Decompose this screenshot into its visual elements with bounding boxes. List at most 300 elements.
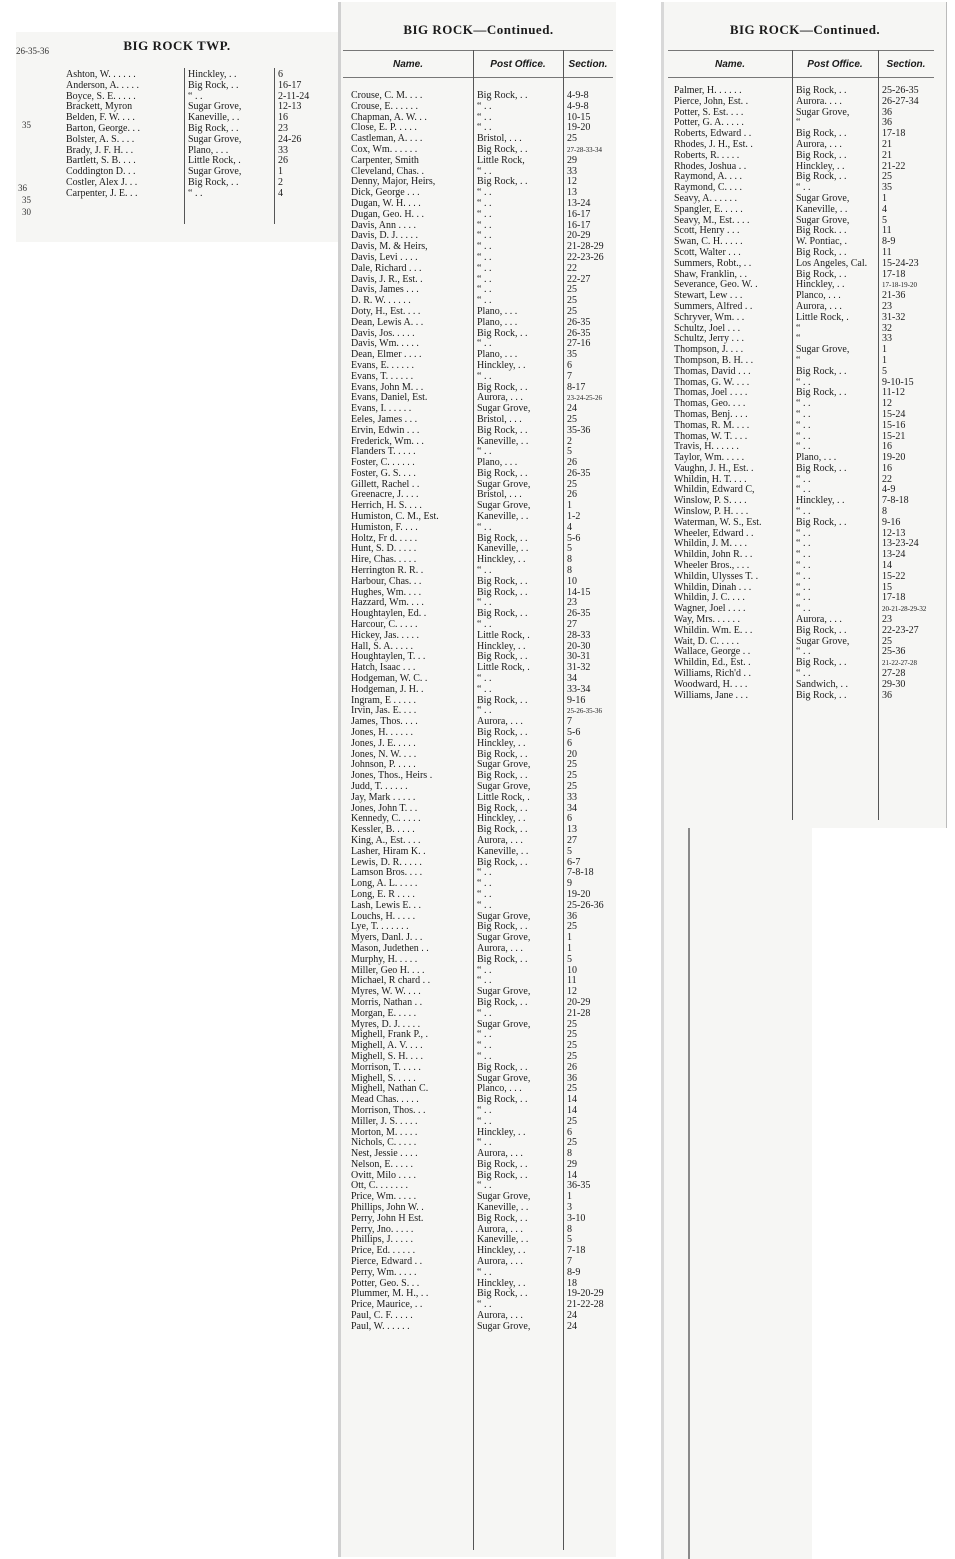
- table-row: [341, 1009, 616, 1020]
- table-row: [341, 1279, 616, 1290]
- entry-post-office: Big Rock, . .: [477, 1213, 528, 1224]
- entry-post-office: “ . .: [796, 474, 811, 485]
- entry-name: Scott, Walter . . .: [674, 247, 741, 258]
- entry-post-office: “ . .: [796, 582, 811, 593]
- table-row: [341, 1203, 616, 1214]
- entry-section: 11: [882, 226, 892, 237]
- entry-post-office: “ . .: [188, 188, 203, 199]
- entry-name: Davis, James . . .: [351, 285, 419, 296]
- table-row: [341, 210, 616, 221]
- table-row: [341, 1106, 616, 1117]
- table-row: [341, 490, 616, 501]
- entry-section: 13: [567, 825, 577, 836]
- panel-big-rock-continued-1: [338, 2, 616, 1557]
- entry-name: Morrison, Thos. . .: [351, 1105, 426, 1116]
- entry-post-office: “ . .: [477, 112, 492, 123]
- table-row: [341, 1300, 616, 1311]
- entry-name: Whildin, Edward C,: [674, 485, 755, 496]
- table-row: [664, 539, 942, 550]
- entry-section: 1: [882, 345, 887, 356]
- entry-post-office: Big Rock, . .: [477, 425, 528, 436]
- table-row: [341, 188, 616, 199]
- entry-section: 4: [278, 188, 283, 199]
- entry-post-office: “ . .: [477, 252, 492, 263]
- table-row: [341, 685, 616, 696]
- entry-name: Evans, I. . . . . .: [351, 404, 412, 415]
- entry-post-office: “ . .: [477, 198, 492, 209]
- entry-section: 12-13: [278, 102, 302, 113]
- entry-section: 19-20-29: [567, 1289, 604, 1300]
- entry-section: 7: [567, 717, 572, 728]
- table-row: [341, 350, 616, 361]
- entry-post-office: “ . .: [477, 1181, 492, 1192]
- entry-name: Louchs, H. . . . .: [351, 911, 416, 922]
- entry-post-office: Big Rock, . .: [477, 328, 528, 339]
- entry-name: Scott, Henry . . .: [674, 226, 740, 237]
- entry-post-office: Planco, . . .: [796, 291, 841, 302]
- table-row: [341, 123, 616, 134]
- directory-list: [56, 70, 334, 200]
- table-row: [664, 378, 942, 389]
- table-row: [341, 1257, 616, 1268]
- table-row: [664, 162, 942, 173]
- table-row: [341, 890, 616, 901]
- entry-post-office: “ . .: [796, 604, 811, 615]
- table-row: [664, 410, 942, 421]
- table-row: [341, 1181, 616, 1192]
- entry-section: 8-17: [567, 382, 586, 393]
- entry-name: Lye, T. . . . . . .: [351, 922, 409, 933]
- entry-name: Wagner, Joel . . . .: [674, 604, 746, 615]
- table-row: [341, 1322, 616, 1333]
- table-header: [343, 50, 613, 78]
- entry-post-office: Kaneville, . .: [477, 512, 529, 523]
- entry-section: 10-15: [567, 112, 591, 123]
- table-row: [341, 750, 616, 761]
- entry-name: Thompson, J. . . .: [674, 345, 744, 356]
- entry-post-office: Aurora, . . .: [477, 393, 523, 404]
- entry-section: 25: [882, 636, 892, 647]
- entry-name: Severance, Geo. W. .: [674, 280, 758, 291]
- entry-section: 1: [567, 501, 572, 512]
- entry-section: 9-10-15: [882, 377, 914, 388]
- header-post-office: Post Office.: [490, 58, 546, 70]
- entry-section: 12-13: [882, 528, 906, 539]
- entry-post-office: Sugar Grove,: [796, 215, 850, 226]
- entry-name: Lamson Bros. . . .: [351, 868, 423, 879]
- entry-post-office: Sugar Grove,: [188, 134, 242, 145]
- table-row: [341, 1149, 616, 1160]
- entry-post-office: “ . .: [796, 528, 811, 539]
- header-name: Name.: [714, 58, 745, 70]
- entry-post-office: Sugar Grove,: [477, 1073, 531, 1084]
- table-row: [341, 415, 616, 426]
- table-row: [664, 291, 942, 302]
- table-row: [56, 178, 334, 189]
- entry-post-office: Big Rock, . .: [796, 86, 847, 96]
- entry-name: Mighell, S. . . . .: [351, 1073, 416, 1084]
- entry-name: Potter, Geo. S. . .: [351, 1278, 420, 1289]
- entry-name: James, Thos. . . .: [351, 717, 418, 728]
- entry-name: Summers, Robt., . .: [674, 258, 752, 269]
- entry-section: 16: [882, 442, 892, 453]
- entry-section: 27: [567, 620, 577, 631]
- entry-post-office: Big Rock, . .: [477, 609, 528, 620]
- entry-section: 25: [567, 760, 577, 771]
- entry-post-office: Sugar Grove,: [477, 987, 531, 998]
- table-row: [341, 620, 616, 631]
- table-row: [341, 426, 616, 437]
- table-row: [664, 432, 942, 443]
- entry-name: Thomas, R. M. . . .: [674, 420, 750, 431]
- entry-post-office: “ . .: [477, 285, 492, 296]
- entry-post-office: Big Rock, . .: [477, 1289, 528, 1300]
- entry-section: 6-7: [567, 857, 581, 868]
- table-row: [341, 1095, 616, 1106]
- table-row: [664, 313, 942, 324]
- table-row: [341, 631, 616, 642]
- table-row: [341, 113, 616, 124]
- entry-name: Paul, C. F. . . . .: [351, 1311, 413, 1322]
- entry-section: 5-6: [567, 728, 581, 739]
- entry-section: 2: [278, 177, 283, 188]
- entry-section: 25: [567, 1030, 577, 1041]
- entry-post-office: Sugar Grove,: [796, 636, 850, 647]
- table-row: [341, 544, 616, 555]
- table-row: [664, 647, 942, 658]
- entry-name: Way, Mrs. . . . . .: [674, 615, 741, 626]
- entry-post-office: “ . .: [477, 1105, 492, 1116]
- table-row: [341, 771, 616, 782]
- entry-section: 25: [567, 1116, 577, 1127]
- entry-name: Wheeler, Edward . .: [674, 528, 754, 539]
- entry-post-office: Sugar Grove,: [796, 193, 850, 204]
- entry-section: 22-23-26: [567, 252, 604, 263]
- entry-name: Ovitt, Milo . . . .: [351, 1170, 417, 1181]
- entry-post-office: Los Angeles, Cal.: [796, 258, 868, 269]
- entry-post-office: Big Rock, . .: [477, 652, 528, 663]
- table-row: [341, 534, 616, 545]
- table-row: [341, 1246, 616, 1257]
- entry-section: 7-8-18: [567, 868, 594, 879]
- margin-mark: 35: [22, 195, 31, 205]
- entry-name: Seavy, A. . . . . .: [674, 193, 737, 204]
- entry-post-office: “ . .: [796, 377, 811, 388]
- table-row: [341, 663, 616, 674]
- entry-post-office: Big Rock, . .: [477, 922, 528, 933]
- table-row: [341, 393, 616, 404]
- table-row: [664, 302, 942, 313]
- table-row: [341, 901, 616, 912]
- entry-post-office: Kaneville, . .: [796, 204, 848, 215]
- entry-name: Brady, J. F. H. . .: [66, 145, 134, 156]
- entry-post-office: Sugar Grove,: [796, 107, 850, 118]
- table-row: [341, 1117, 616, 1128]
- entry-post-office: Planco, . . .: [477, 1084, 522, 1095]
- entry-section: 24: [567, 1311, 577, 1322]
- table-row: [341, 480, 616, 491]
- table-row: [664, 97, 942, 108]
- table-row: [341, 933, 616, 944]
- entry-section: 27-28-33-34: [567, 145, 602, 154]
- entry-name: Davis, Ann . . . .: [351, 220, 416, 231]
- entry-post-office: Sugar Grove,: [477, 479, 531, 490]
- entry-section: 21: [882, 150, 892, 161]
- table-row: [56, 102, 334, 113]
- entry-post-office: Sugar Grove,: [477, 911, 531, 922]
- entry-section: 15: [882, 582, 892, 593]
- entry-post-office: “ . .: [796, 669, 811, 680]
- entry-name: Dean, Elmer . . . .: [351, 350, 422, 361]
- entry-post-office: Hinckley, . .: [477, 738, 526, 749]
- entry-name: Evans, Daniel, Est.: [351, 393, 428, 404]
- entry-post-office: Hinckley, . .: [796, 280, 845, 291]
- entry-section: 27: [567, 835, 577, 846]
- entry-name: Davis, D. J. . . . .: [351, 231, 418, 242]
- table-row: [341, 1268, 616, 1279]
- entry-post-office: Big Rock, . .: [477, 468, 528, 479]
- entry-post-office: “ . .: [477, 684, 492, 695]
- table-row: [664, 680, 942, 691]
- entry-post-office: “ . .: [477, 879, 492, 890]
- table-row: [664, 593, 942, 604]
- table-row: [341, 912, 616, 923]
- entry-post-office: Big Rock, . .: [477, 1062, 528, 1073]
- entry-name: Lash, Lewis E. . .: [351, 900, 421, 911]
- entry-section: 1: [278, 167, 283, 178]
- entry-name: Whildin, J. M. . . .: [674, 539, 748, 550]
- entry-name: Price, Ed. . . . . .: [351, 1246, 416, 1257]
- entry-name: Thomas, Joel . . . .: [674, 388, 748, 399]
- entry-section: 6: [278, 70, 283, 80]
- entry-post-office: Big Rock, . .: [188, 177, 239, 188]
- table-row: [341, 91, 616, 102]
- entry-section: 25: [567, 1019, 577, 1030]
- table-row: [341, 1128, 616, 1139]
- entry-section: 16: [882, 463, 892, 474]
- entry-post-office: Aurora, . . .: [796, 615, 842, 626]
- entry-section: 12: [882, 399, 892, 410]
- entry-name: Hatch, Isaac . . .: [351, 663, 416, 674]
- entry-name: Judd, T. . . . . .: [351, 782, 408, 792]
- entry-post-office: “ . .: [477, 188, 492, 199]
- table-row: [341, 674, 616, 685]
- entry-post-office: Plano, . . .: [477, 317, 518, 328]
- table-row: [341, 1063, 616, 1074]
- entry-section: 31-32: [567, 663, 591, 674]
- entry-post-office: “ . .: [796, 420, 811, 431]
- entry-section: 13-23-24: [882, 539, 919, 550]
- entry-name: Mighell, S. H. . . .: [351, 1051, 423, 1062]
- entry-post-office: Aurora, . . .: [796, 301, 842, 312]
- entry-section: 15-21: [882, 431, 906, 442]
- entry-section: 25-26-35: [882, 86, 919, 96]
- entry-section: 25-26-35-36: [567, 707, 602, 716]
- table-row: [664, 518, 942, 529]
- entry-post-office: “ . .: [477, 1300, 492, 1311]
- table-row: [341, 836, 616, 847]
- entry-post-office: Aurora, . . .: [477, 835, 523, 846]
- entry-section: 25: [567, 285, 577, 296]
- entry-name: Summers, Alfred . .: [674, 301, 753, 312]
- entry-post-office: “ . .: [477, 371, 492, 382]
- entry-post-office: Big Rock, . .: [796, 269, 847, 280]
- entry-section: 21-22: [882, 161, 906, 172]
- entry-section: 28-33: [567, 630, 591, 641]
- table-row: [341, 847, 616, 858]
- entry-section: 25: [882, 172, 892, 183]
- entry-post-office: Little Rock,: [477, 155, 525, 166]
- entry-section: 20-21-28-29-32: [882, 605, 927, 614]
- entry-post-office: Hinckley, . .: [796, 496, 845, 507]
- entry-post-office: Big Rock, . .: [477, 954, 528, 965]
- entry-section: 14: [882, 561, 892, 572]
- entry-name: Davis, Levi . . . .: [351, 252, 418, 263]
- entry-section: 26: [567, 490, 577, 501]
- entry-section: 8-9: [882, 237, 896, 248]
- entry-name: Williams, Rich'd . .: [674, 669, 751, 680]
- table-row: [664, 485, 942, 496]
- entry-post-office: Plano, . . .: [477, 350, 518, 361]
- table-row: [341, 307, 616, 318]
- table-row: [341, 1311, 616, 1322]
- table-row: [341, 199, 616, 210]
- table-row: [341, 555, 616, 566]
- entry-name: Waterman, W. S., Est.: [674, 517, 762, 528]
- entry-post-office: “ . .: [477, 620, 492, 631]
- entry-post-office: “ . .: [477, 1267, 492, 1278]
- entry-post-office: “ . .: [477, 900, 492, 911]
- table-row: [341, 275, 616, 286]
- table-row: [664, 507, 942, 518]
- entry-section: 15-22: [882, 571, 906, 582]
- entry-section: 25-26-36: [567, 900, 604, 911]
- entry-name: Dale, Richard . . .: [351, 263, 422, 274]
- entry-section: 25: [567, 771, 577, 782]
- entry-post-office: Big Rock. . .: [796, 226, 847, 237]
- entry-post-office: “ . .: [477, 868, 492, 879]
- entry-name: Morris, Nathan . .: [351, 997, 423, 1008]
- entry-name: Dean, Lewis A. . .: [351, 317, 424, 328]
- entry-section: 9: [567, 879, 572, 890]
- table-row: [664, 399, 942, 410]
- entry-section: 36: [882, 107, 892, 118]
- entry-name: Foster, C. . . . . .: [351, 458, 415, 469]
- table-row: [56, 146, 334, 157]
- entry-section: 21-22-28: [567, 1300, 604, 1311]
- entry-post-office: W. Pontiac, .: [796, 237, 848, 248]
- entry-name: Close, E. P. . . . .: [351, 123, 417, 134]
- table-row: [341, 804, 616, 815]
- entry-name: Houghtaylen, Ed. .: [351, 609, 427, 620]
- entry-post-office: “ . .: [477, 166, 492, 177]
- entry-post-office: Big Rock, . .: [188, 123, 239, 134]
- entry-section: 23-24-25-26: [567, 394, 602, 403]
- entry-section: 34: [567, 803, 577, 814]
- entry-section: 25: [567, 134, 577, 145]
- entry-post-office: “ . .: [477, 674, 492, 685]
- entry-name: Phillips, J. . . . .: [351, 1235, 413, 1246]
- entry-post-office: Kaneville, . .: [477, 436, 529, 447]
- entry-name: Hire, Chas. . . . .: [351, 555, 417, 566]
- entry-post-office: “ . .: [477, 123, 492, 134]
- entry-section: 10: [567, 965, 577, 976]
- table-row: [341, 566, 616, 577]
- page-title: BIG ROCK TWP.: [123, 38, 231, 53]
- entry-section: 9-16: [882, 517, 901, 528]
- table-row: [664, 129, 942, 140]
- entry-name: Morton, M. . . . .: [351, 1127, 418, 1138]
- entry-name: Plummer, M. H., . .: [351, 1289, 429, 1300]
- entry-name: Pierce, Edward . .: [351, 1257, 423, 1268]
- entry-section: 13-24: [882, 550, 906, 561]
- entry-name: Boyce, S. E. . . . .: [66, 91, 136, 102]
- entry-section: 7-8-18: [882, 496, 909, 507]
- entry-section: 20-29: [567, 231, 591, 242]
- table-row: [664, 205, 942, 216]
- entry-post-office: “ . .: [477, 1051, 492, 1062]
- entry-post-office: “ . .: [796, 550, 811, 561]
- entry-section: 26-35: [567, 328, 591, 339]
- entry-post-office: “ . .: [477, 1041, 492, 1052]
- table-row: [664, 561, 942, 572]
- entry-post-office: Big Rock, . .: [188, 80, 239, 91]
- entry-section: 25: [567, 1084, 577, 1095]
- entry-post-office: Hinckley, . .: [477, 1246, 526, 1257]
- entry-name: Herrington R. R. .: [351, 566, 424, 577]
- entry-post-office: “ . .: [477, 242, 492, 253]
- entry-section: 7: [567, 1257, 572, 1268]
- table-row: [341, 221, 616, 232]
- table-row: [341, 728, 616, 739]
- entry-name: Myres, W. W. . . .: [351, 987, 421, 998]
- entry-name: Raymond, C. . . .: [674, 183, 743, 194]
- entry-name: Lasher, Hiram K. .: [351, 846, 426, 857]
- table-row: [341, 739, 616, 750]
- entry-name: Foster, G. S. . . .: [351, 468, 416, 479]
- table-row: [341, 1171, 616, 1182]
- entry-post-office: Aurora, . . .: [477, 1311, 523, 1322]
- table-row: [341, 588, 616, 599]
- entry-section: 17-18: [882, 129, 906, 140]
- entry-section: 29: [567, 1159, 577, 1170]
- table-row: [664, 626, 942, 637]
- table-row: [56, 124, 334, 135]
- entry-section: 7-18: [567, 1246, 586, 1257]
- entry-name: Michael, R chard . .: [351, 976, 431, 987]
- entry-name: Nelson, E. . . . .: [351, 1159, 413, 1170]
- entry-name: Davis, J. R., Est. .: [351, 274, 423, 285]
- entry-name: Herrich, H. S. . . .: [351, 501, 422, 512]
- entry-name: Spangler, E. . . . .: [674, 204, 743, 215]
- table-row: [664, 324, 942, 335]
- entry-section: 16-17: [567, 209, 591, 220]
- entry-section: 20: [567, 749, 577, 760]
- entry-name: Ott, C. . . . . . .: [351, 1181, 408, 1192]
- table-row: [56, 167, 334, 178]
- entry-post-office: “ . .: [477, 220, 492, 231]
- table-row: [341, 1084, 616, 1095]
- entry-name: Winslow, P. S. . . .: [674, 496, 747, 507]
- entry-post-office: “ . .: [477, 566, 492, 577]
- entry-section: 14: [567, 1170, 577, 1181]
- entry-section: 5-6: [567, 533, 581, 544]
- margin-mark: 30: [22, 207, 31, 217]
- entry-section: 26-35: [567, 468, 591, 479]
- entry-section: 21-36: [882, 291, 906, 302]
- entry-post-office: “ . .: [477, 522, 492, 533]
- entry-name: Schultz, Joel . . .: [674, 323, 741, 334]
